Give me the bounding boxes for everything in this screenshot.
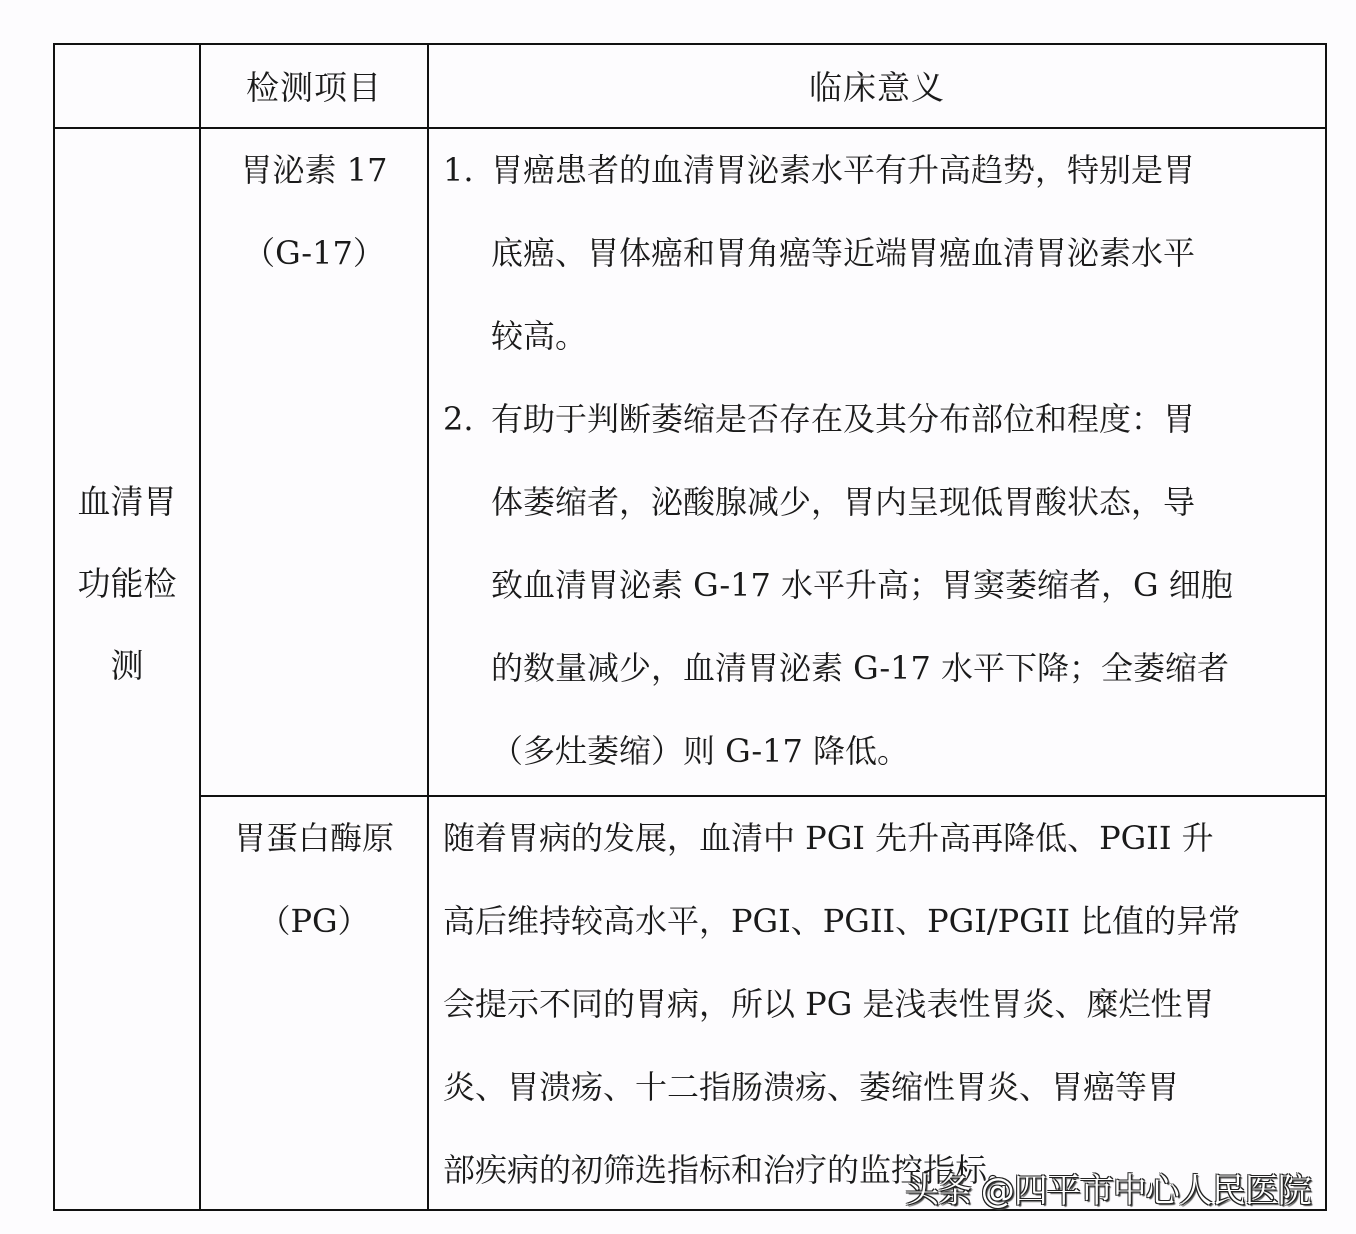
text-line: 炎、胃溃疡、十二指肠溃疡、萎缩性胃炎、胃癌等胃 bbox=[443, 1068, 1180, 1106]
text-line: 胃癌患者的血清胃泌素水平有升高趋势，特别是胃 bbox=[491, 151, 1196, 189]
significance-pg bbox=[443, 797, 1313, 1212]
text-line: 的数量减少，血清胃泌素 G-17 水平下降；全萎缩者 bbox=[491, 649, 1230, 687]
point-number: 2. bbox=[443, 400, 474, 438]
clinical-table bbox=[53, 43, 1327, 1211]
text-line: 底癌、胃体癌和胃角癌等近端胃癌血清胃泌素水平 bbox=[491, 234, 1196, 272]
category-label bbox=[55, 461, 199, 707]
item-line: （PG） bbox=[258, 902, 370, 940]
text-line: 高后维持较高水平，PGI、PGII、PGI/PGII 比值的异常 bbox=[443, 902, 1241, 940]
watermark: 头条 @四平市中心人民医院 bbox=[905, 1171, 1311, 1211]
text-line: 较高。 bbox=[491, 317, 588, 355]
item-label-pg bbox=[201, 797, 427, 963]
item-line: 胃泌素 17 bbox=[240, 151, 388, 189]
text-line: 随着胃病的发展，血清中 PGI 先升高再降低、PGII 升 bbox=[443, 819, 1214, 857]
text-line: 体萎缩者，泌酸腺减少，胃内呈现低胃酸状态，导 bbox=[491, 483, 1196, 521]
text-line: （多灶萎缩）则 G-17 降低。 bbox=[491, 732, 910, 770]
header-item-cell bbox=[201, 45, 427, 127]
header-item: 检测项目 bbox=[246, 68, 382, 107]
point-number: 1. bbox=[443, 151, 474, 189]
text-line: 致血清胃泌素 G-17 水平升高；胃窦萎缩者，G 细胞 bbox=[491, 566, 1233, 604]
significance-point-1 bbox=[443, 129, 1313, 212]
row-g17-significance-cell bbox=[429, 129, 1325, 795]
row-pg-significance-cell bbox=[429, 797, 1325, 1209]
text-line: 有助于判断萎缩是否存在及其分布部位和程度：胃 bbox=[491, 400, 1196, 438]
header-significance-cell bbox=[429, 45, 1325, 127]
text-line: 部疾病的初筛选指标和治疗的监控指标。 bbox=[443, 1151, 1020, 1189]
significance-point-2 bbox=[443, 378, 1313, 461]
significance-g17 bbox=[443, 129, 1313, 793]
text-line: 会提示不同的胃病，所以 PG 是浅表性胃炎、糜烂性胃 bbox=[443, 985, 1215, 1023]
category-cell bbox=[55, 129, 199, 1209]
item-label-g17 bbox=[201, 129, 427, 295]
header-significance: 临床意义 bbox=[809, 68, 945, 107]
header-category-cell bbox=[55, 45, 199, 127]
row-g17-item-cell bbox=[201, 129, 427, 795]
row-pg-item-cell bbox=[201, 797, 427, 1209]
item-line: 胃蛋白酶原 bbox=[233, 819, 394, 857]
category-line: 功能检 bbox=[77, 564, 177, 603]
category-line: 血清胃 bbox=[77, 482, 177, 521]
category-line: 测 bbox=[110, 646, 144, 685]
item-line: （G-17） bbox=[243, 234, 385, 272]
